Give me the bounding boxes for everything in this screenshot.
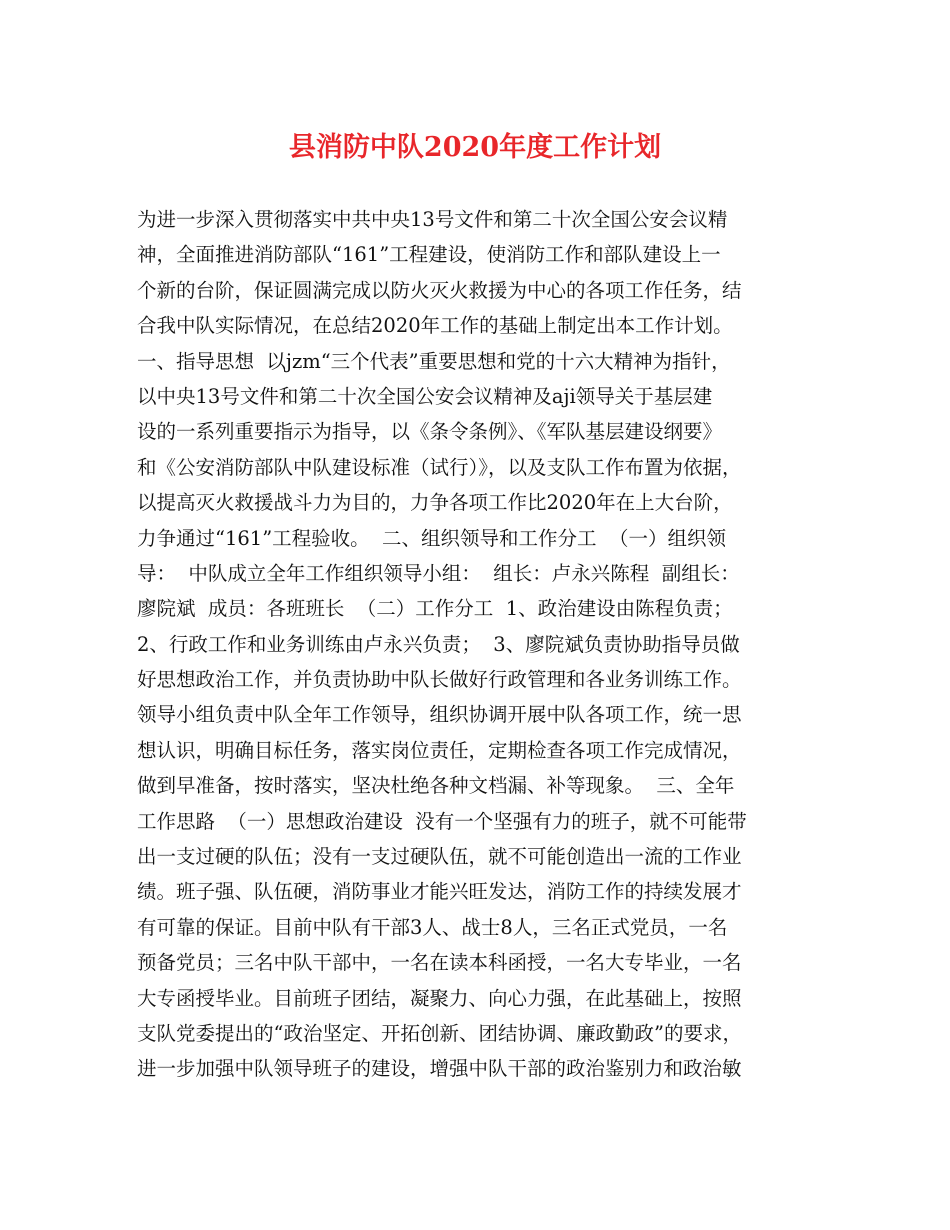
document-body [137, 202, 827, 1087]
body-line: 以提高灭火救援战斗力为目的，力争各项工作比2020年在上大台阶， [137, 491, 733, 515]
body-line: 好思想政治工作，并负责协助中队长做好行政管理和各业务训练工作。 [137, 668, 742, 692]
body-line: 大专函授毕业。目前班子团结，凝聚力、向心力强，在此基础上，按照 [137, 986, 742, 1010]
body-line: 设的一系列重要指示为指导，以《条令条例》、《军队基层建设纲要》 [137, 420, 723, 444]
body-line: 支队党委提出的“政治坚定、开拓创新、团结协调、廉政勤政”的要求， [137, 1021, 742, 1045]
body-line: 领导小组负责中队全年工作领导，组织协调开展中队各项工作，统一思 [137, 703, 742, 727]
body-line: 为进一步深入贯彻落实中共中央13号文件和第二十次全国公安会议精 [137, 208, 728, 231]
body-line: 力争通过“161”工程验收。 二、组织领导和工作分工 （一）组织领 [137, 526, 726, 550]
body-line: 预备党员；三名中队干部中，一名在读本科函授，一名大专毕业，一名 [137, 951, 742, 975]
body-line: 有可靠的保证。目前中队有干部3人、战士8人，三名正式党员，一名 [137, 915, 728, 939]
body-line: 绩。班子强、队伍硬，消防事业才能兴旺发达，消防工作的持续发展才 [137, 880, 742, 904]
body-line: 个新的台阶，保证圆满完成以防火灭火救援为中心的各项工作任务，结 [137, 278, 742, 302]
body-line: 以中央13号文件和第二十次全国公安会议精神及aji领导关于基层建 [137, 384, 713, 408]
body-line: 出一支过硬的队伍；没有一支过硬队伍，就不可能创造出一流的工作业 [137, 845, 742, 869]
body-line: 导： 中队成立全年工作组织领导小组： 组长：卢永兴陈程 副组长： [137, 561, 740, 585]
body-line: 进一步加强中队领导班子的建设，增强中队干部的政治鉴别力和政治敏 [137, 1057, 742, 1081]
body-line: 2、行政工作和业务训练由卢永兴负责； 3、廖院斌负责协助指导员做 [137, 632, 740, 656]
body-line: 想认识，明确目标任务，落实岗位责任，定期检查各项工作完成情况， [137, 738, 742, 762]
body-line: 工作思路 （一）思想政治建设 没有一个坚强有力的班子，就不可能带 [137, 809, 747, 833]
body-line: 一、指导思想 以jzm“三个代表”重要思想和党的十六大精神为指针， [137, 349, 731, 373]
document-title: 县消防中队2020年度工作计划 [288, 132, 662, 163]
body-line: 神，全面推进消防部队“161”工程建设，使消防工作和部队建设上一 [137, 243, 721, 267]
body-line: 做到早准备，按时落实，坚决杜绝各种文档漏、补等现象。 三、全年 [137, 774, 735, 798]
body-line: 和《公安消防部队中队建设标准（试行）》，以及支队工作布置为依据， [137, 455, 742, 479]
body-line: 合我中队实际情况，在总结2020年工作的基础上制定出本工作计划。 [137, 314, 733, 338]
body-line: 廖院斌 成员：各班班长 （二）工作分工 1、政治建设由陈程负责； [137, 597, 733, 621]
